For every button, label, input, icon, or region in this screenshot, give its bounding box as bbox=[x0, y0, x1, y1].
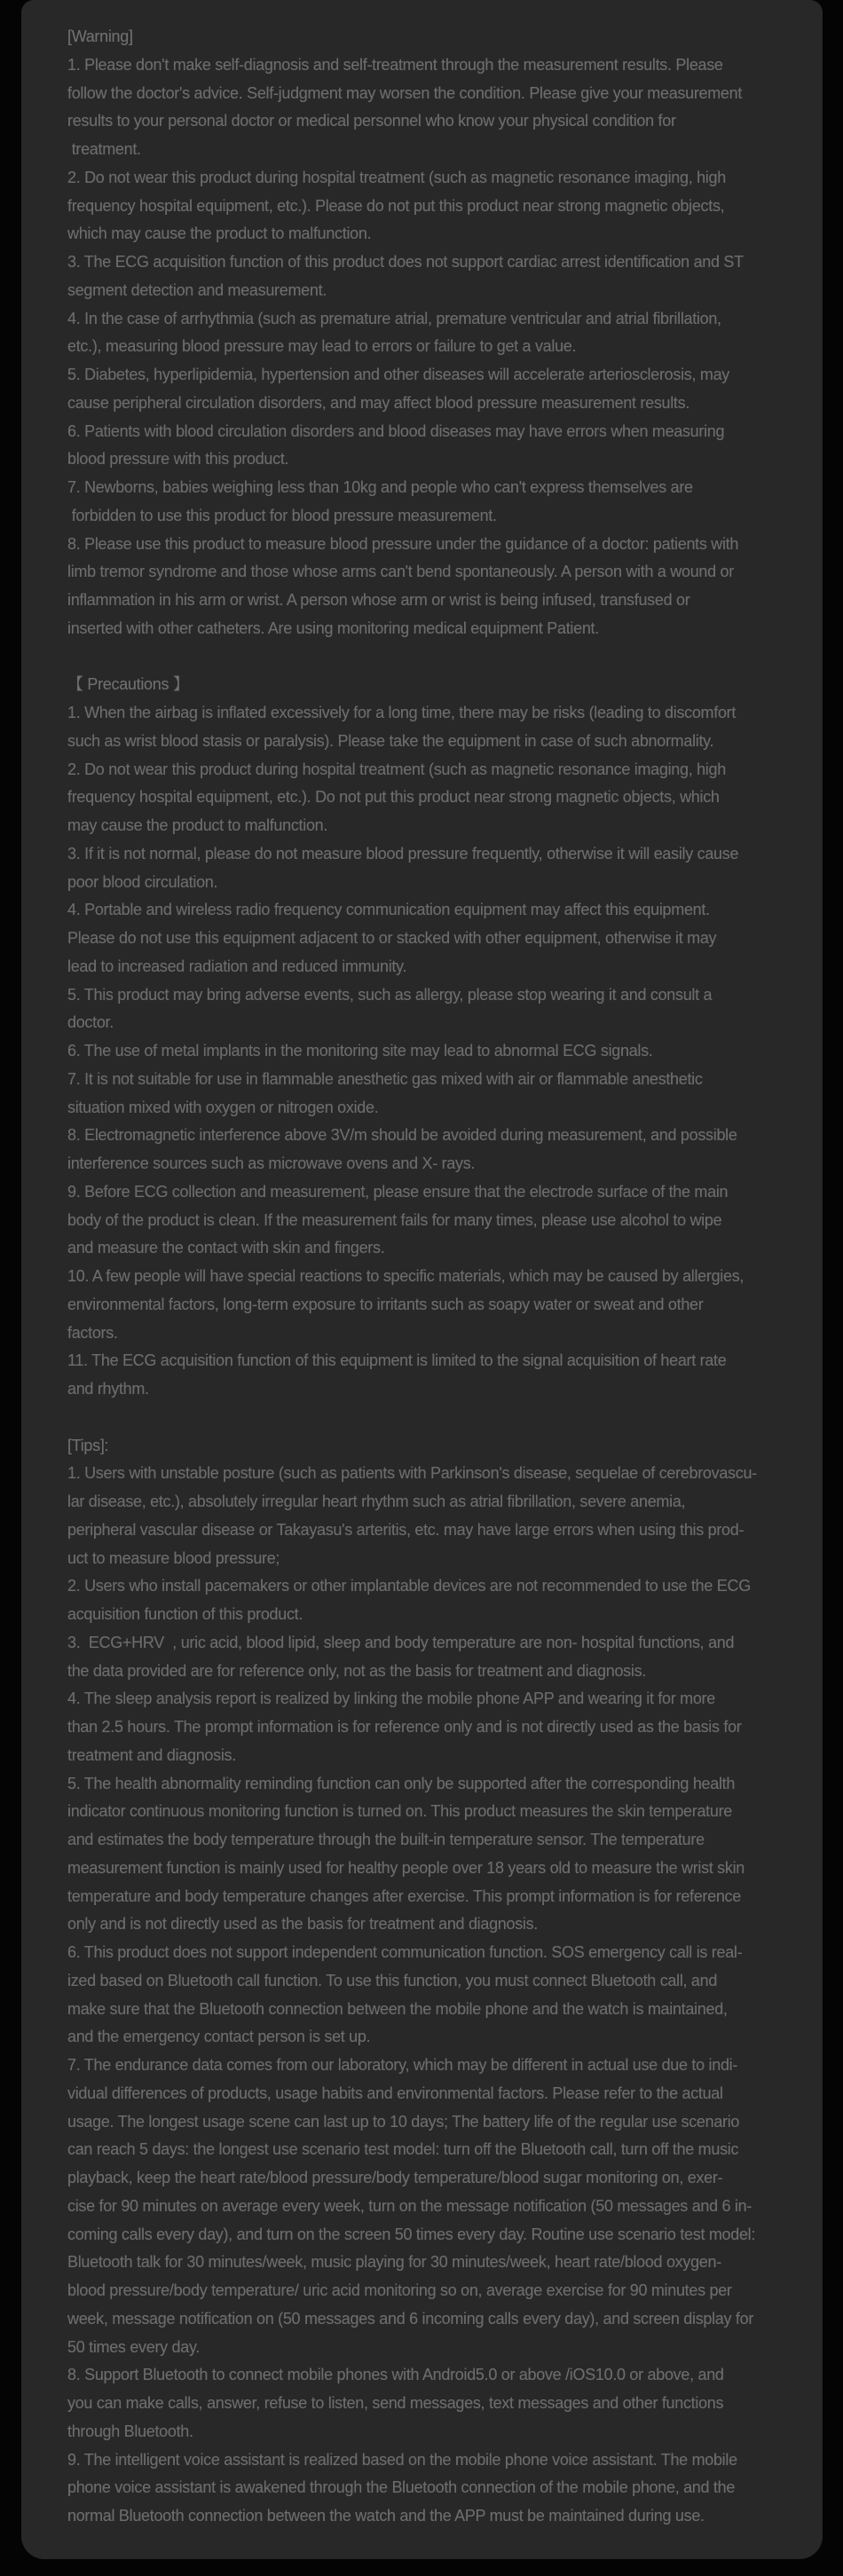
text-line: only and is not directly used as the basis for treatment and diagnosis. bbox=[67, 1915, 539, 1934]
text-line: week, message notification on (50 messages and 6 incoming calls every day), and screen display for bbox=[67, 2309, 754, 2328]
text-line: limb tremor syndrome and those whose arms can't bend spontaneously. A person with a wound or bbox=[67, 563, 734, 581]
text-line: poor blood circulation. bbox=[67, 872, 218, 891]
text-line: cise for 90 minutes on average every week, turn on the message notification (50 messages and 6 in- bbox=[67, 2196, 752, 2215]
text-line: normal Bluetooth connection between the watch and the APP must be maintained during use. bbox=[67, 2507, 705, 2525]
section-heading: [Tips]: bbox=[67, 1436, 109, 1454]
text-line: and the emergency contact person is set up. bbox=[67, 2028, 371, 2046]
text-line: 11. The ECG acquisition function of this equipment is limited to the signal acquisition of heart rate bbox=[67, 1351, 727, 1370]
text-line: than 2.5 hours. The prompt information is for reference only and is not directly used as the basis for bbox=[67, 1718, 742, 1736]
text-line: 1. Users with unstable posture (such as patients with Parkinson's disease, sequelae of cerebrovascu- bbox=[67, 1464, 757, 1483]
text-line: measurement function is mainly used for healthy people over 18 years old to measure the wrist skin bbox=[67, 1858, 745, 1877]
text-line: the data provided are for reference only, not as the basis for treatment and diagnosis. bbox=[67, 1661, 646, 1680]
text-line: 6. Patients with blood circulation disorders and blood diseases may have errors when measuring bbox=[67, 421, 725, 440]
text-line: lar disease, etc.), absolutely irregular heart rhythm such as atrial fibrillation, severe anemia, bbox=[67, 1493, 686, 1510]
text-line: factors. bbox=[67, 1323, 118, 1342]
text-line: 2. Do not wear this product during hospital treatment (such as magnetic resonance imaging, high bbox=[67, 168, 726, 186]
text-line: and estimates the body temperature through the built-in temperature sensor. The temperature bbox=[67, 1831, 705, 1848]
warning-section bbox=[67, 23, 789, 643]
text-line: frequency hospital equipment, etc.). Please do not put this product near strong magnetic objects, bbox=[67, 196, 725, 215]
text-line: and rhythm. bbox=[67, 1380, 149, 1398]
text-line: peripheral vascular disease or Takayasu's arteritis, etc. may have large errors when using this prod- bbox=[67, 1520, 745, 1539]
text-line: 6. This product does not support independent communication function. SOS emergency call is real- bbox=[67, 1943, 743, 1961]
text-line: etc.), measuring blood pressure may lead to errors or failure to get a value. bbox=[67, 337, 577, 356]
text-line: 1. Please don't make self-diagnosis and self-treatment through the measurement results. Please bbox=[67, 55, 723, 74]
text-line: environmental factors, long-term exposure to irritants such as soapy water or sweat and other bbox=[67, 1295, 704, 1313]
text-line: body of the product is clean. If the measurement fails for many times, please use alcohol to wipe bbox=[67, 1210, 722, 1229]
text-line: follow the doctor's advice. Self-judgment may worsen the condition. Please give your measurement bbox=[67, 83, 743, 102]
text-line: 8. Support Bluetooth to connect mobile phones with Android5.0 or above /iOS10.0 or above, and bbox=[67, 2366, 724, 2384]
text-line: blood pressure/body temperature/ uric acid monitoring so on, average exercise for 90 minutes per bbox=[67, 2281, 732, 2299]
text-line: 1. When the airbag is inflated excessively for a long time, there may be risks (leading to discomfort bbox=[67, 704, 737, 721]
text-line: 8. Electromagnetic interference above 3V/m should be avoided during measurement, and possible bbox=[67, 1126, 737, 1145]
text-line: 5. The health abnormality reminding function can only be supported after the corresponding health bbox=[67, 1774, 736, 1792]
text-line: you can make calls, answer, refuse to listen, send messages, text messages and other functions bbox=[67, 2394, 724, 2412]
text-line: segment detection and measurement. bbox=[67, 280, 327, 299]
disclaimer-text-panel[interactable] bbox=[21, 0, 823, 2559]
text-line: 9. Before ECG collection and measurement, please ensure that the electrode surface of the main bbox=[67, 1182, 729, 1201]
text-line: 2. Users who install pacemakers or other implantable devices are not recommended to use the ECG bbox=[67, 1577, 751, 1595]
text-line: 50 times every day. bbox=[67, 2337, 201, 2356]
text-line: frequency hospital equipment, etc.). Do not put this product near strong magnetic objects, which bbox=[67, 788, 720, 807]
text-line: doctor. bbox=[67, 1013, 114, 1032]
text-line: 9. The intelligent voice assistant is realized based on the mobile phone voice assistant. The mobile bbox=[67, 2450, 737, 2469]
text-line: such as wrist blood stasis or paralysis). Please take the equipment in case of such abnormality. bbox=[67, 731, 714, 750]
text-line: 7. The endurance data comes from our laboratory, which may be different in actual use due to indi- bbox=[67, 2056, 738, 2074]
text-line: can reach 5 days: the longest use scenario test model: turn off the Bluetooth call, turn off the music bbox=[67, 2140, 739, 2159]
text-line: 10. A few people will have special reactions to specific materials, which may be caused by allergies, bbox=[67, 1267, 745, 1285]
text-line: 3. If it is not normal, please do not measure blood pressure frequently, otherwise it will easily cause bbox=[67, 844, 739, 863]
text-line: which may cause the product to malfunction. bbox=[67, 225, 372, 243]
text-line: 3. ECG+HRV , uric acid, blood lipid, sleep and body temperature are non- hospital functions, and bbox=[67, 1633, 735, 1651]
text-line: phone voice assistant is awakened through the Bluetooth connection of the mobile phone, and the bbox=[67, 2478, 736, 2497]
text-line: vidual differences of products, usage habits and environmental factors. Please refer to the actual bbox=[67, 2084, 723, 2102]
text-line: inflammation in his arm or wrist. A person whose arm or wrist is being infused, transfused or bbox=[67, 591, 690, 609]
text-line: Bluetooth talk for 30 minutes/week, music playing for 30 minutes/week, heart rate/blood oxygen- bbox=[67, 2253, 721, 2272]
text-line: 4. In the case of arrhythmia (such as premature atrial, premature ventricular and atrial fibrillation, bbox=[67, 309, 721, 327]
text-line: situation mixed with oxygen or nitrogen oxide. bbox=[67, 1098, 379, 1116]
text-line: 8. Please use this product to measure blood pressure under the guidance of a doctor: patients with bbox=[67, 534, 739, 553]
text-line: blood pressure with this product. bbox=[67, 450, 289, 469]
section-heading: [Warning] bbox=[67, 28, 133, 45]
precautions-section bbox=[67, 671, 789, 1404]
text-line: treatment. bbox=[67, 140, 141, 158]
text-line: make sure that the Bluetooth connection between the mobile phone and the watch is maintained, bbox=[67, 1999, 728, 2018]
text-line: coming calls every day), and turn on the screen 50 times every day. Routine use scenario test model: bbox=[67, 2225, 756, 2243]
text-line: inserted with other catheters. Are using monitoring medical equipment Patient. bbox=[67, 618, 599, 637]
text-line: acquisition function of this product. bbox=[67, 1605, 303, 1623]
text-line: cause peripheral circulation disorders, and may affect blood pressure measurement results. bbox=[67, 393, 690, 412]
text-line: may cause the product to malfunction. bbox=[67, 816, 328, 834]
tips-section bbox=[67, 1432, 789, 2531]
text-line: 5. Diabetes, hyperlipidemia, hypertension and other diseases will accelerate arteriosclerosis, may bbox=[67, 366, 729, 383]
text-line: and measure the contact with skin and fingers. bbox=[67, 1239, 385, 1257]
text-line: 3. The ECG acquisition function of this product does not support cardiac arrest identification and ST bbox=[67, 253, 744, 271]
text-line: 4. Portable and wireless radio frequency communication equipment may affect this equipment. bbox=[67, 901, 710, 919]
text-line: Please do not use this equipment adjacent to or stacked with other equipment, otherwise it may bbox=[67, 929, 717, 947]
text-line: forbidden to use this product for blood pressure measurement. bbox=[67, 506, 497, 524]
text-line: through Bluetooth. bbox=[67, 2422, 193, 2440]
text-line: treatment and diagnosis. bbox=[67, 1745, 236, 1764]
text-line: 2. Do not wear this product during hospital treatment (such as magnetic resonance imaging, high bbox=[67, 760, 726, 778]
text-line: 6. The use of metal implants in the monitoring site may lead to abnormal ECG signals. bbox=[67, 1042, 653, 1060]
text-line: ized based on Bluetooth call function. To use this function, you must connect Bluetooth call, and bbox=[67, 1971, 718, 1989]
text-line: temperature and body temperature changes after exercise. This prompt information is for reference bbox=[67, 1887, 741, 1905]
text-line: 5. This product may bring adverse events, such as allergy, please stop wearing it and consult a bbox=[67, 985, 713, 1004]
text-line: usage. The longest usage scene can last up to 10 days; The battery life of the regular use scenario bbox=[67, 2112, 740, 2131]
text-line: 7. It is not suitable for use in flammable anesthetic gas mixed with air or flammable anesthetic bbox=[67, 1069, 703, 1088]
text-line: 7. Newborns, babies weighing less than 10kg and people who can't express themselves are bbox=[67, 478, 693, 496]
text-line: uct to measure blood pressure; bbox=[67, 1548, 280, 1567]
text-line: lead to increased radiation and reduced immunity. bbox=[67, 957, 407, 975]
section-heading: 【 Precautions 】 bbox=[67, 675, 189, 694]
text-line: indicator continuous monitoring function is turned on. This product measures the skin temperature bbox=[67, 1802, 732, 1821]
text-line: interference sources such as microwave ovens and X- rays. bbox=[67, 1154, 476, 1172]
text-line: playback, keep the heart rate/blood pressure/body temperature/blood sugar monitoring on, exer- bbox=[67, 2169, 723, 2186]
text-line: results to your personal doctor or medical personnel who know your physical condition for bbox=[67, 112, 676, 130]
text-line: 4. The sleep analysis report is realized by linking the mobile phone APP and wearing it for more bbox=[67, 1690, 715, 1708]
